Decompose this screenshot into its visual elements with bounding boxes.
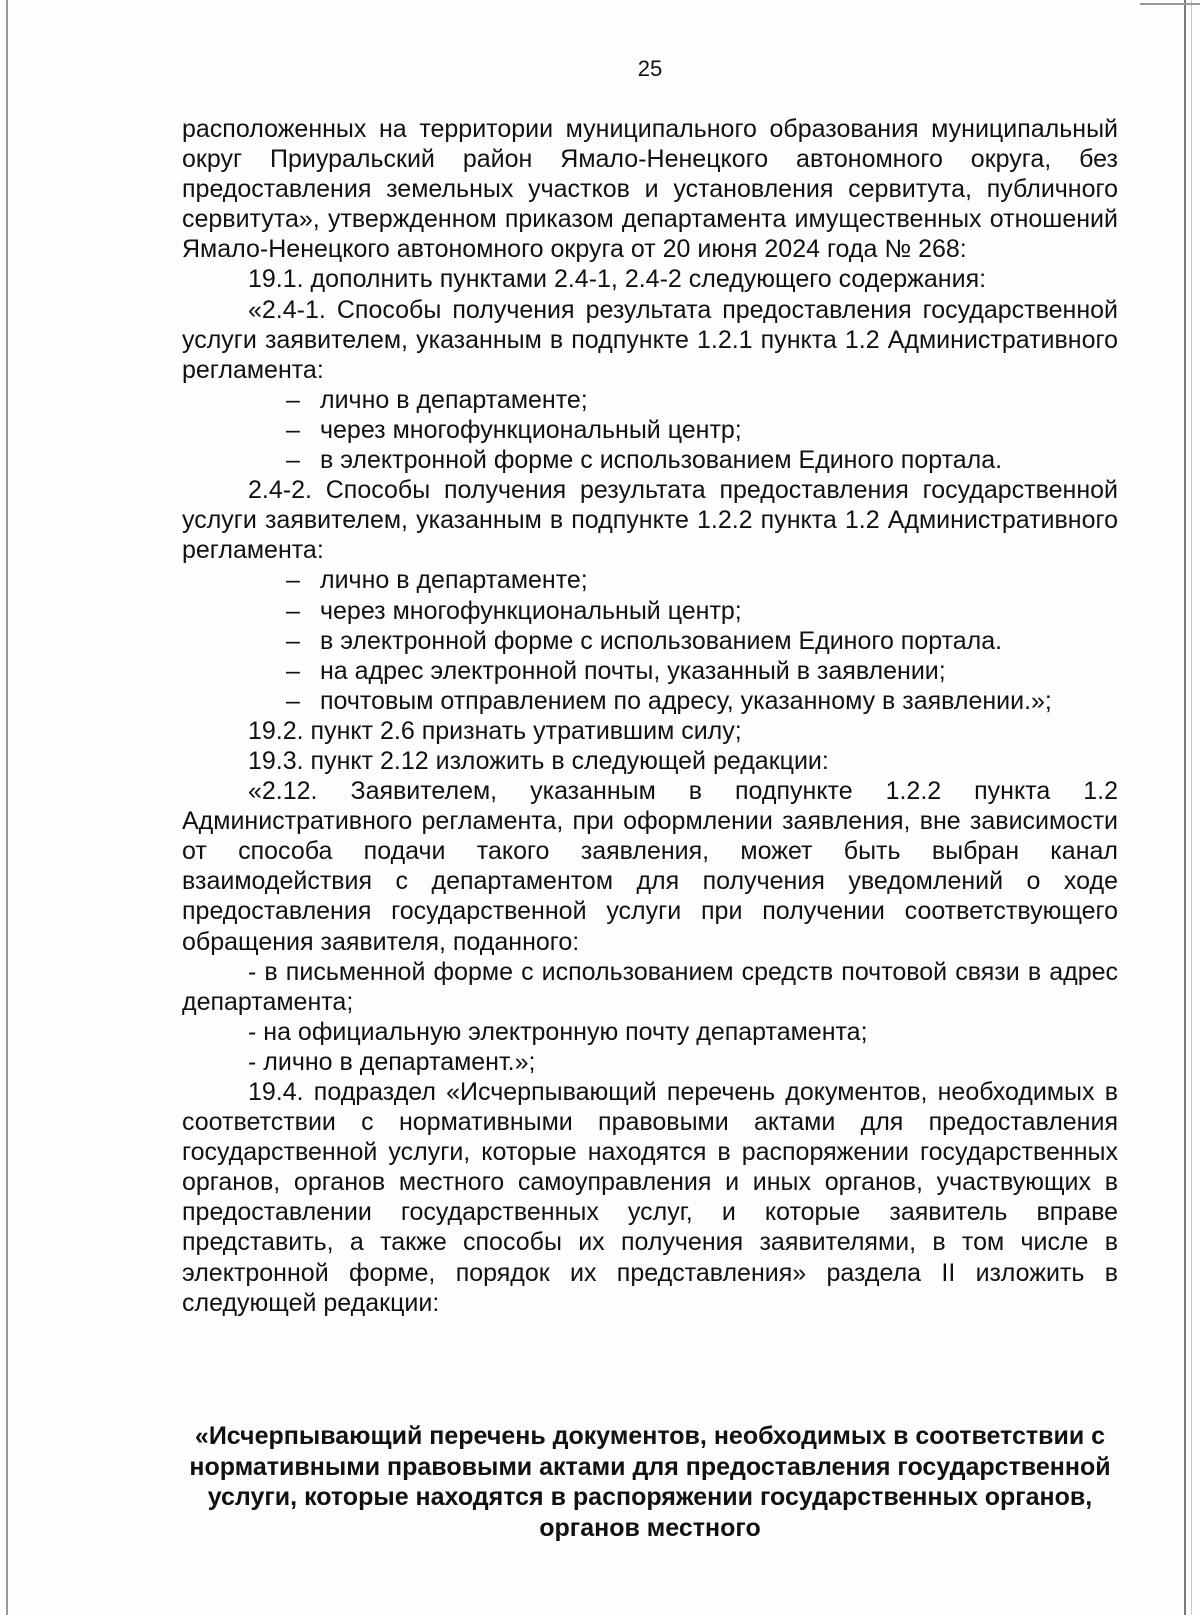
- list-item: – лично в департаменте;: [286, 385, 588, 414]
- paragraph-continuation: расположенных на территории муниципального образования муниципальный округ Приуральский район Ямало-Ненецкого автономного округа, без предоставления земельных участков и установления сервитута, публичного сервитута», утвержденном приказом департамента имущественных отношений Ямало-Ненецкого автономного округа от 20 июня 2024 года № 268:: [182, 115, 1118, 264]
- document-body: [182, 114, 1118, 1318]
- section-heading: «Исчерпывающий перечень документов, необходимых в соответствии с нормативными правовыми актами для предоставления государственной услуги, которые находятся в распоряжении государственных органов, органов местного: [189, 1422, 1111, 1542]
- paragraph-19-1: 19.1. дополнить пунктами 2.4-1, 2.4-2 следующего содержания:: [248, 265, 987, 294]
- scan-edge-right-inner: [1191, 0, 1192, 1615]
- paragraph-email: - на официальную электронную почту департамента;: [248, 1017, 868, 1046]
- list-item: – в электронной форме с использованием Единого портала.: [286, 446, 1003, 475]
- list-item: – почтовым отправлением по адресу, указанному в заявлении.»;: [286, 686, 1052, 715]
- scan-edge-left: [6, 0, 8, 1615]
- paragraph-19-3: 19.3. пункт 2.12 изложить в следующей редакции:: [248, 746, 829, 775]
- list-item: – через многофункциональный центр;: [286, 596, 742, 625]
- paragraph-mail: - в письменной форме с использованием средств почтовой связи в адрес департамента;: [182, 957, 1118, 1016]
- page-number: 25: [637, 56, 663, 81]
- paragraph-2-4-2: 2.4-2. Способы получения результата предоставления государственной услуги заявителем, указанным в подпункте 1.2.2 пункта 1.2 Административного регламента:: [182, 476, 1118, 565]
- paragraph-19-4: 19.4. подраздел «Исчерпывающий перечень документов, необходимых в соответствии с нормативными правовыми актами для предоставления государственной услуги, которые находятся в распоряжении государственных органов, органов местного самоуправления и иных органов, участвующих в предоставлении государственных услуг, и которые заявитель вправе представить, а также способы их получения заявителями, в том числе в электронной форме, порядок их представления» раздела II изложить в следующей редакции:: [182, 1078, 1118, 1317]
- paragraph-2-4-1: «2.4-1. Способы получения результата предоставления государственной услуги заявителем, указанным в подпункте 1.2.1 пункта 1.2 Административного регламента:: [182, 295, 1118, 384]
- list-item: – через многофункциональный центр;: [286, 415, 742, 444]
- list-item: – лично в департаменте;: [286, 566, 588, 595]
- list-item: – в электронной форме с использованием Единого портала.: [286, 626, 1003, 655]
- paragraph-19-2: 19.2. пункт 2.6 признать утратившим силу;: [248, 716, 742, 745]
- scan-edge-right: [1184, 0, 1186, 1615]
- scan-edge-top: [1140, 3, 1200, 5]
- list-item: – на адрес электронной почты, указанный в заявлении;: [286, 656, 946, 685]
- paragraph-2-12: «2.12. Заявителем, указанным в подпункте 1.2.2 пункта 1.2 Административного регламента, при оформлении заявления, вне зависимости от способа подачи такого заявления, может быть выбран канал взаимодействия с департаментом для получения уведомлений о ходе предоставления государственной услуги при получении соответствующего обращения заявителя, поданного:: [182, 777, 1118, 956]
- paragraph-in-person: - лично в департамент.»;: [248, 1047, 536, 1076]
